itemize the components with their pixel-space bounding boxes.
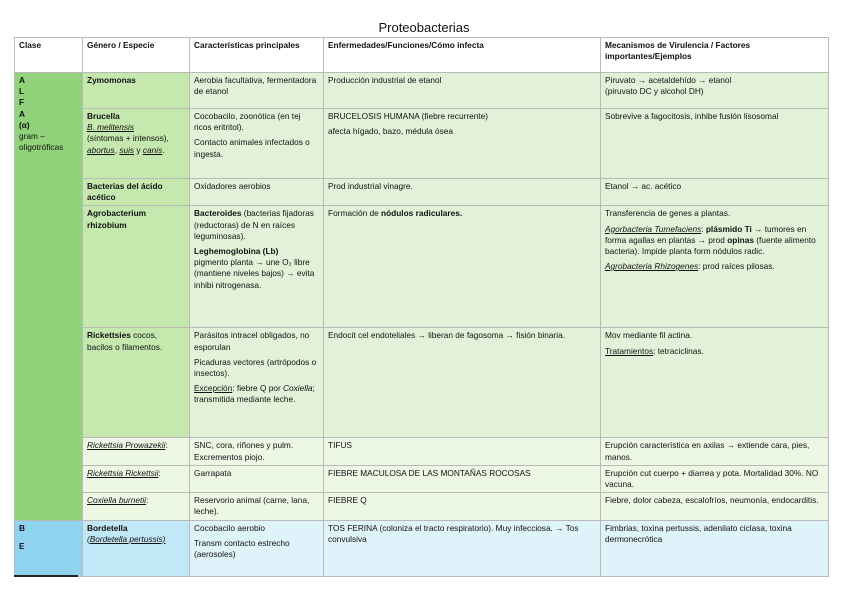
bottom-divider: [14, 575, 78, 577]
header-clase: Clase: [15, 38, 83, 73]
enf-rickettsies: Endocit cel endoteliales → liberan de fagosoma → fisión binaria.: [324, 328, 601, 438]
table-row: [15, 179, 829, 206]
car-rickettsies: Parásitos intracel obligados, no esporulan Picaduras vectores (artrópodos o insectos). Excepción: fiebre Q por Coxiella; transmitida mediante leche.: [190, 328, 324, 438]
genero-rickettsii: Rickettsia Rickettsii:: [83, 465, 190, 492]
enf-rickettsii: FIEBRE MACULOSA DE LAS MONTAÑAS ROCOSAS: [324, 465, 601, 492]
mec-prowazekii: Erupción característica en axilas → extiende cara, pies, manos.: [601, 438, 829, 465]
car-prowazekii: SNC, cora, riñones y pulm. Excrementos piojo.: [190, 438, 324, 465]
car-bordetella: Cocobacilo aerobio Transm contacto estrecho (aerosoles): [190, 520, 324, 576]
mec-agrobacterium: Transferencia de genes a plantas. Agorbacteria Tumefaciens: plásmido Ti → tumores en forma agallas en plantas → prod opinas (fuente alimento bacteria). Impide planta form nódulos radic. Agrobacteria Rhizogenes: prod raíces pilosas.: [601, 206, 829, 328]
clase-alfa-cell: A L F A (α) gram – oligotróficas: [15, 73, 83, 521]
car-coxiella: Reservorio animal (carne, lana, leche).: [190, 493, 324, 520]
enf-agrobacterium: Formación de nódulos radiculares.: [324, 206, 601, 328]
header-genero: Género / Especie: [83, 38, 190, 73]
header-row: [15, 38, 829, 73]
enf-prowazekii: TIFUS: [324, 438, 601, 465]
mec-acetico: Etanol → ac. acético: [601, 179, 829, 206]
enf-coxiella: FIEBRE Q: [324, 493, 601, 520]
mec-bordetella: Fimbrias, toxina pertussis, adenilato ciclasa, toxina dermonecrótica: [601, 520, 829, 576]
enf-brucella: BRUCELOSIS HUMANA (fiebre recurrente) afecta hígado, bazo, médula ósea: [324, 109, 601, 179]
genero-zymomonas: Zymomonas: [83, 73, 190, 109]
table-row: [15, 493, 829, 520]
table-row: [15, 465, 829, 492]
car-acetico: Oxidadores aerobios: [190, 179, 324, 206]
mec-rickettsii: Erupción cut cuerpo + diarrea y pota. Mortalidad 30%. NO vacuna.: [601, 465, 829, 492]
table-row: [15, 206, 829, 328]
table-row: [15, 109, 829, 179]
genero-coxiella: Coxiella burnetii:: [83, 493, 190, 520]
page-title: Proteobacterias: [378, 20, 470, 35]
mec-coxiella: Fiebre, dolor cabeza, escalofríos, neumonía, endocarditis.: [601, 493, 829, 520]
header-enfermedades: Enfermedades/Funciones/Cómo infecta: [324, 38, 601, 73]
genero-prowazekii: Rickettsia Prowazekii:: [83, 438, 190, 465]
header-mecanismos: Mecanismos de Virulencia / Factores importantes/Ejemplos: [601, 38, 829, 73]
enf-acetico: Prod industrial vinagre.: [324, 179, 601, 206]
genero-bordetella: Bordetella (Bordetella pertussis): [83, 520, 190, 576]
car-agrobacterium: Bacteroides (bacterias fijadoras (reductoras) de N en raíces leguminosas). Leghemoglobina (Lb) pigmento planta → une O₂ libre (mantiene niveles bajos) → evita inhibi nitrogenasa.: [190, 206, 324, 328]
mec-brucella: Sobrevive a fagocitosis, inhibe fusión lisosomal: [601, 109, 829, 179]
car-rickettsii: Garrapata: [190, 465, 324, 492]
table-row: [15, 328, 829, 438]
proteobacteria-table: [14, 37, 829, 577]
genero-rickettsies: Rickettsies cocos, bacilos o filamentos.: [83, 328, 190, 438]
genero-acetico: Bacterias del ácido acético: [83, 179, 190, 206]
header-caracteristicas: Características principales: [190, 38, 324, 73]
genero-agrobacterium: Agrobacterium rhizobium: [83, 206, 190, 328]
enf-zymomonas: Producción industrial de etanol: [324, 73, 601, 109]
table-row: [15, 520, 829, 576]
mec-rickettsies: Mov mediante fil actina. Tratamientos: tetraciclinas.: [601, 328, 829, 438]
car-brucella: Cocobacilo, zoonótica (en tej ricos eritritol). Contacto animales infectados o ingesta.: [190, 109, 324, 179]
table-row: [15, 438, 829, 465]
car-zymomonas: Aerobia facultativa, fermentadora de etanol: [190, 73, 324, 109]
mec-zymomonas: Piruvato → acetaldehído → etanol (piruvato DC y alcohol DH): [601, 73, 829, 109]
clase-beta-cell: B E: [15, 520, 83, 576]
table-row: [15, 73, 829, 109]
enf-bordetella: TOS FERINA (coloniza el tracto respiratorio). Muy infecciosa. → Tos convulsiva: [324, 520, 601, 576]
genero-brucella: Brucella B. melitensis (síntomas + intensos), abortus, suis y canis.: [83, 109, 190, 179]
